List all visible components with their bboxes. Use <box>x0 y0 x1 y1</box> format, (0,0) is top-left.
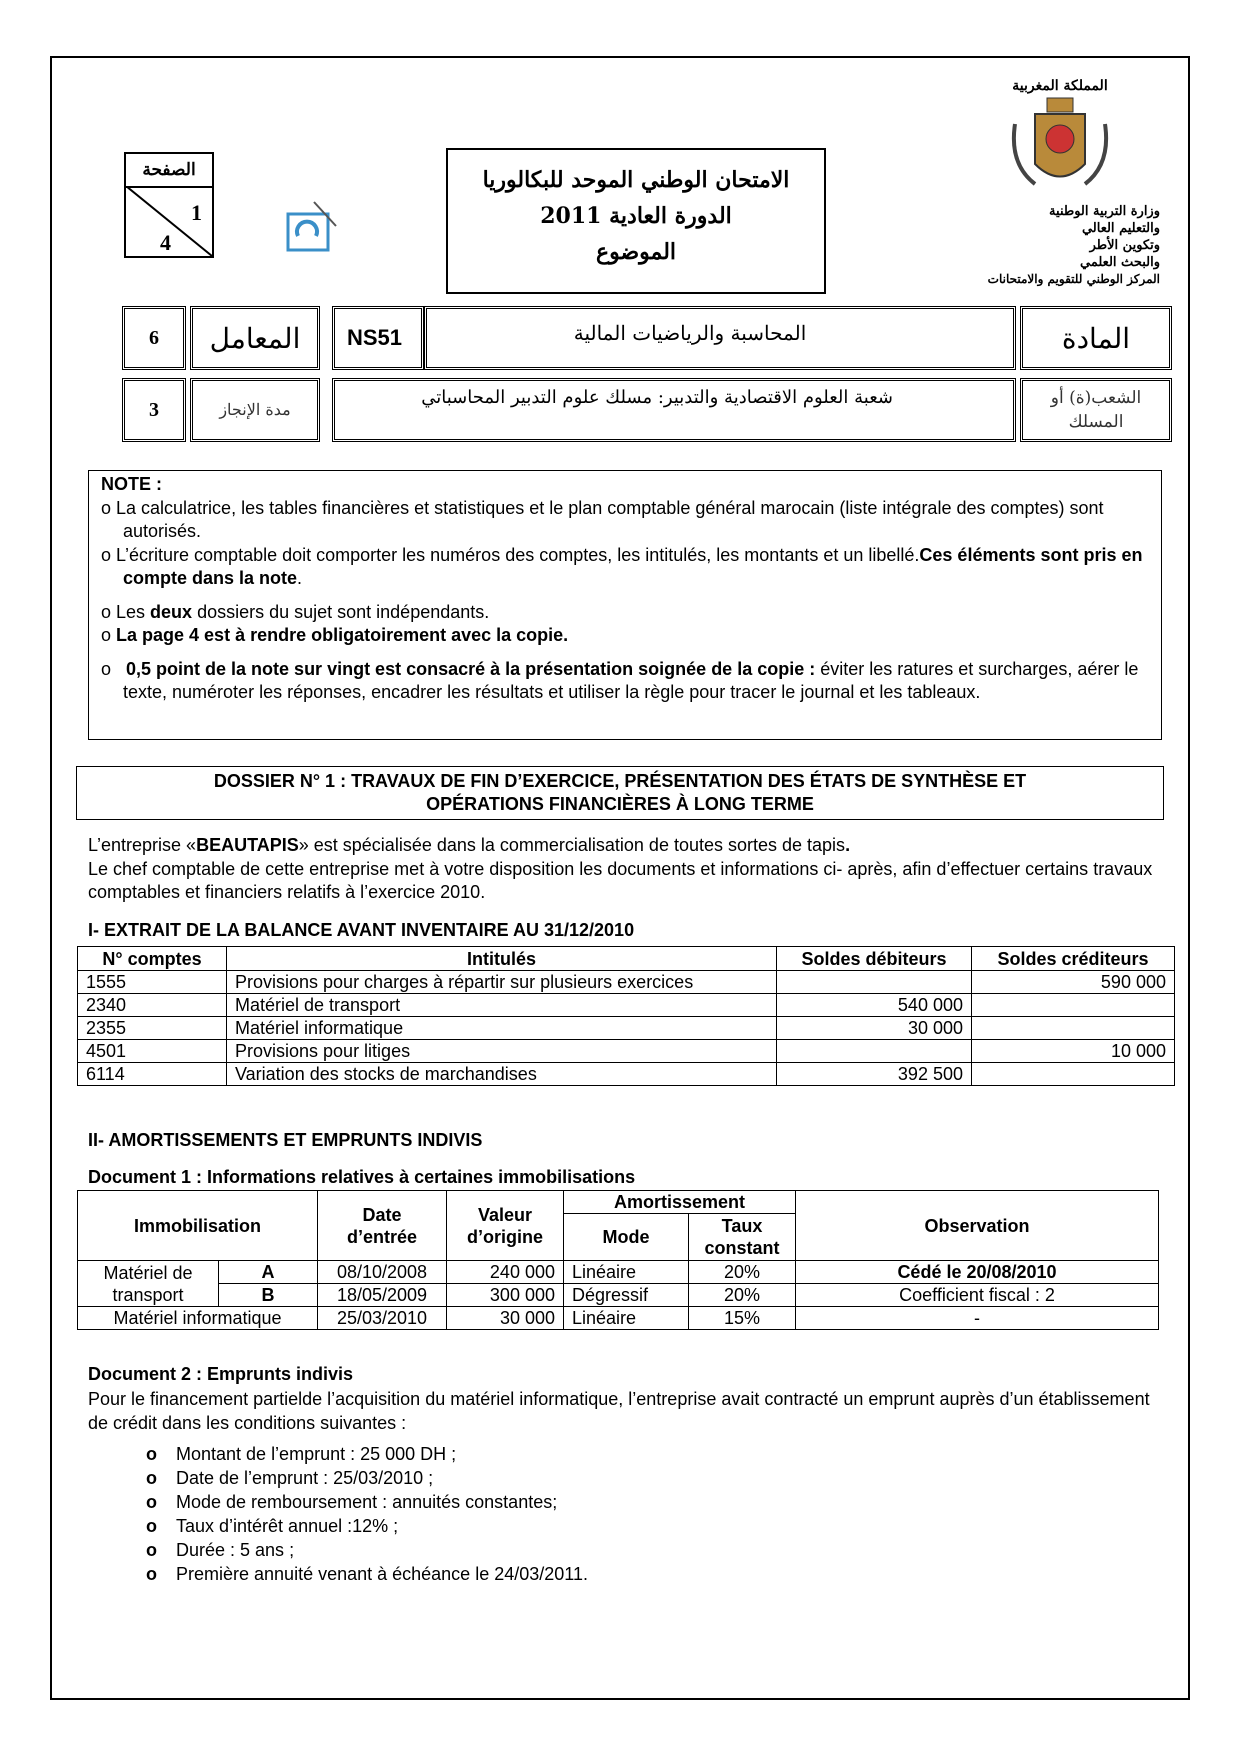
section2-title: II- AMORTISSEMENTS ET EMPRUNTS INDIVIS <box>88 1130 483 1150</box>
balance-table <box>77 946 1175 1086</box>
exam-title-box <box>446 148 826 294</box>
intro-context: Le chef comptable de cette entreprise met à votre disposition les documents et informations ci- après, afin d’effectuer certains travaux comptables et financiers relatifs à l’exercice 2010. <box>88 858 1153 902</box>
col-header: Amortissement <box>564 1191 796 1214</box>
coef-label: المعامل <box>190 306 320 370</box>
duration-label: مدة الإنجاز <box>190 378 320 442</box>
coef-value: 6 <box>122 306 186 370</box>
ministry-line-4: والبحث العلمي <box>1080 255 1160 270</box>
list-item: o Mode de remboursement : annuités constantes; <box>140 1490 588 1514</box>
note-item-1: o La calculatrice, les tables financières et statistiques et le plan comptable général marocain (liste intégrale des comptes) sont autorisés. <box>101 497 1104 541</box>
col-header: Soldes débiteurs <box>777 947 972 971</box>
table-row: 1555 Provisions pour charges à répartir sur plusieurs exercices 590 000 <box>78 971 1175 994</box>
exam-logo-icon <box>284 196 344 256</box>
dossier-title-line-2: OPÉRATIONS FINANCIÈRES À LONG TERME <box>426 794 814 814</box>
mt-label: Matériel de transport <box>78 1261 219 1307</box>
duration-value: 3 <box>122 378 186 442</box>
note-item-2: o L’écriture comptable doit comporter les numéros des comptes, les intitulés, les montants et un libellé.Ces éléments sont pris en compte dans la note. <box>101 544 1143 588</box>
list-item: o Durée : 5 ans ; <box>140 1538 588 1562</box>
subject-word: الموضوع <box>595 239 677 265</box>
list-item: o Première annuité venant à échéance le 24/03/2011. <box>140 1562 588 1586</box>
col-header: Taux constant <box>689 1214 796 1261</box>
note-item-3: o Les deux dossiers du sujet sont indépendants. <box>101 601 490 622</box>
table-row: 2340 Matériel de transport 540 000 <box>78 994 1175 1017</box>
dossier-title <box>76 766 1164 820</box>
table-row: B 18/05/2009 300 000 Dégressif 20% Coefficient fiscal : 2 <box>78 1284 1159 1307</box>
subject-name-box <box>424 306 1016 370</box>
loan-conditions-list <box>140 1442 588 1586</box>
branch-box <box>332 378 1016 442</box>
table-row: 6114 Variation des stocks de marchandises 392 500 <box>78 1063 1175 1086</box>
col-header: Observation <box>796 1191 1159 1261</box>
intro-paragraph: L’entreprise «BEAUTAPIS» est spécialisée dans la commercialisation de toutes sortes de tapis. Le chef comptable de cette entreprise met à votre disposition les documents et informations ci- après, afin d’effectuer certains travaux comptables et financiers relatifs à l’exercice 2010. <box>88 834 1168 905</box>
col-header: Date d’entrée <box>318 1191 447 1261</box>
list-item: o Montant de l’emprunt : 25 000 DH ; <box>140 1442 588 1466</box>
note-item-4: o La page 4 est à rendre obligatoirement avec la copie. <box>101 625 569 645</box>
page-label: الصفحة <box>126 154 212 188</box>
table-row: Matériel de transport A 08/10/2008 240 000 Linéaire 20% Cédé le 20/08/2010 <box>78 1261 1159 1284</box>
branch-name: شعبة العلوم الاقتصادية والتدبير: مسلك علوم التدبير المحاسباتي <box>421 387 893 408</box>
col-header: N° comptes <box>78 947 227 971</box>
list-item: o Date de l’emprunt : 25/03/2010 ; <box>140 1466 588 1490</box>
note-title: NOTE : <box>101 474 162 494</box>
kingdom-label: المملكة المغربية <box>1012 78 1108 94</box>
col-header: Mode <box>564 1214 689 1261</box>
page-number: 1 <box>191 200 202 225</box>
ministry-line-2: والتعليم العالي <box>1081 221 1160 236</box>
coat-of-arms-icon <box>1005 94 1115 194</box>
ministry-line-1: وزارة التربية الوطنية <box>1049 204 1160 219</box>
immobilisation-table <box>77 1190 1159 1330</box>
branch-label: الشعب(ة) أو المسلك <box>1020 378 1172 442</box>
doc1-title: Document 1 : Informations relatives à certaines immobilisations <box>88 1167 636 1187</box>
col-header: Immobilisation <box>78 1191 318 1261</box>
doc2-text: Pour le financement partielde l’acquisition du matériel informatique, l’entreprise avait contracté un emprunt auprès d’un établissement de crédit dans les conditions suivantes : <box>88 1389 1150 1433</box>
subject-name: المحاسبة والرياضيات المالية <box>573 321 807 345</box>
col-header: Intitulés <box>227 947 777 971</box>
ministry-block <box>960 78 1160 298</box>
col-header: Valeur d’origine <box>447 1191 564 1261</box>
ministry-line-3: وتكوين الأطر <box>1089 238 1160 253</box>
exam-session: الدورة العادية 2011 <box>540 203 732 229</box>
balance-title: I- EXTRAIT DE LA BALANCE AVANT INVENTAIRE AU 31/12/2010 <box>88 920 635 940</box>
subject-code: NS51 <box>332 306 424 370</box>
note-box <box>88 470 1162 740</box>
table-row: 2355 Matériel informatique 30 000 <box>78 1017 1175 1040</box>
table-row: Matériel informatique 25/03/2010 30 000 Linéaire 15% - <box>78 1307 1159 1330</box>
col-header: Soldes créditeurs <box>972 947 1175 971</box>
subject-label: المادة <box>1020 306 1172 370</box>
company-name: BEAUTAPIS <box>196 835 299 855</box>
page-total: 4 <box>160 230 171 255</box>
page-number-box <box>124 152 214 258</box>
table-row: 4501 Provisions pour litiges 10 000 <box>78 1040 1175 1063</box>
list-item: o Taux d’intérêt annuel :12% ; <box>140 1514 588 1538</box>
doc2-title: Document 2 : Emprunts indivis <box>88 1364 354 1384</box>
exam-center-label: المركز الوطني للتقويم والامتحانات <box>987 272 1160 286</box>
dossier-title-line-1: DOSSIER N° 1 : TRAVAUX DE FIN D’EXERCICE, PRÉSENTATION DES ÉTATS DE SYNTHÈSE ET <box>213 771 1027 791</box>
note-item-5: o 0,5 point de la note sur vingt est consacré à la présentation soignée de la copie : éviter les ratures et surcharges, aérer le texte, numéroter les réponses, encadrer les résultats et utiliser la règle pour tracer le journal et les tableaux. <box>101 658 1139 702</box>
exam-title: الامتحان الوطني الموحد للبكالوريا <box>482 167 790 193</box>
